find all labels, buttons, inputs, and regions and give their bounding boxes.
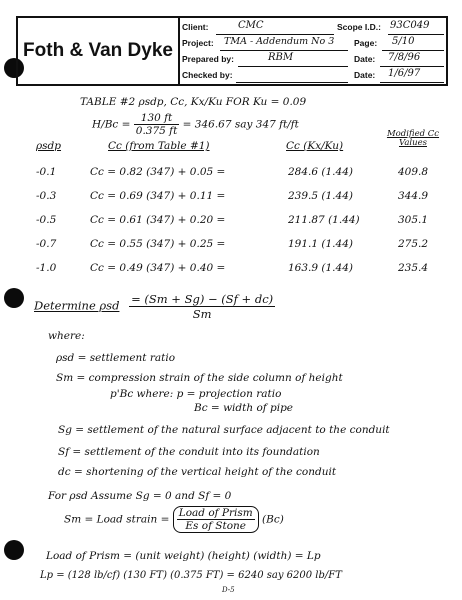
rsdp-cell: -0.3	[36, 190, 57, 202]
client-value: CMC	[238, 20, 264, 31]
cc-equation-cell: Cc = 0.55 (347) + 0.25 =	[90, 238, 226, 250]
determine-denominator: Sm	[192, 307, 212, 321]
table-row	[36, 262, 446, 280]
page-value: 5/10	[392, 36, 415, 47]
strain-denominator: Es of Stone	[185, 520, 247, 532]
rsdp-cell: -0.1	[36, 166, 57, 178]
cckx-cell: 163.9 (1.44)	[288, 262, 353, 274]
binder-hole-middle	[4, 288, 24, 308]
project-line	[220, 38, 348, 51]
scope-line	[388, 22, 444, 35]
modified-value-cell: 409.8	[398, 166, 429, 178]
client-line	[216, 22, 334, 35]
table-row	[36, 214, 446, 232]
strain-lhs: Sm = Load strain =	[64, 513, 170, 526]
strain-paren	[173, 506, 259, 533]
def-sm-line2: p'Bc where: p = projection ratio	[110, 388, 282, 400]
modified-value-cell: 275.2	[398, 238, 429, 250]
prepared-value: RBM	[268, 52, 294, 63]
cc-equation-cell: Cc = 0.61 (347) + 0.20 =	[90, 214, 226, 226]
checked-line	[236, 70, 348, 83]
table-row	[36, 190, 446, 208]
table-title: TABLE #2 ρsdp, Cc, Kx/Ku FOR Ku = 0.09	[80, 96, 307, 108]
client-row	[182, 22, 442, 36]
rsdp-cell: -0.5	[36, 214, 57, 226]
checked-label: Checked by:	[182, 70, 233, 80]
header-fields	[182, 20, 442, 82]
rsdp-cell: -1.0	[36, 262, 57, 274]
modified-value-cell: 305.1	[398, 214, 429, 226]
strain-rhs: (Bc)	[262, 513, 284, 526]
strain-numerator: Load of Prism	[178, 507, 253, 519]
cc-equation-cell: Cc = 0.82 (347) + 0.05 =	[90, 166, 226, 178]
determine-fraction	[129, 292, 275, 321]
table-row	[36, 166, 446, 184]
header-cc: Cc (from Table #1)	[108, 140, 210, 152]
project-value: TMA - Addendum No 3	[224, 36, 335, 47]
hbc-equation	[92, 112, 299, 137]
checked-row	[182, 70, 442, 84]
scope-value: 93C049	[390, 20, 430, 31]
def-rsd: ρsd = settlement ratio	[56, 352, 176, 364]
table-row	[36, 238, 446, 256]
header-rsdp: ρsdp	[36, 140, 62, 152]
cc-equation-cell: Cc = 0.49 (347) + 0.40 =	[90, 262, 226, 274]
cckx-cell: 284.6 (1.44)	[288, 166, 353, 178]
hbc-fraction	[134, 112, 180, 137]
project-row	[182, 38, 442, 52]
project-label: Project:	[182, 38, 214, 48]
header-box	[16, 16, 448, 86]
prepared-label: Prepared by:	[182, 54, 234, 64]
def-sm-line3: Bc = width of pipe	[194, 402, 294, 414]
def-sf: Sf = settlement of the conduit into its foundation	[58, 446, 320, 458]
rsdp-cell: -0.7	[36, 238, 57, 250]
assume-line: For ρsd Assume Sg = 0 and Sf = 0	[48, 490, 232, 502]
cckx-cell: 191.1 (1.44)	[288, 238, 353, 250]
hbc-lhs: H/Bc =	[92, 118, 131, 131]
def-sm-line1: Sm = compression strain of the side column of height	[56, 372, 343, 384]
client-label: Client:	[182, 22, 209, 32]
load-of-prism: Load of Prism = (unit weight) (height) (width) = Lp	[46, 550, 321, 562]
prepared-row	[182, 54, 442, 68]
hbc-numerator: 130 ft	[134, 112, 180, 125]
scope-label: Scope I.D.:	[337, 22, 381, 32]
date1-value: 7/8/96	[388, 52, 421, 63]
binder-hole-bottom	[4, 540, 24, 560]
determine-equation	[34, 292, 275, 321]
date2-label: Date:	[354, 70, 376, 80]
modified-value-cell: 235.4	[398, 262, 429, 274]
hbc-denominator: 0.375 ft	[135, 125, 178, 137]
strain-fraction	[177, 507, 255, 532]
date1-line	[380, 54, 444, 67]
lp-calculation: Lp = (128 lb/cf) (130 FT) (0.375 FT) = 6240 say 6200 lb/FT	[40, 570, 342, 581]
def-dc: dc = shortening of the vertical height of the conduit	[58, 466, 337, 478]
date2-value: 1/6/97	[388, 68, 421, 79]
prepared-line	[238, 54, 348, 67]
company-name: Foth & Van Dyke	[18, 18, 180, 84]
header-modified: Modified Cc Values	[386, 129, 440, 148]
strain-equation	[64, 506, 284, 533]
header-cckx: Cc (Kx/Ku)	[286, 140, 344, 152]
cc-equation-cell: Cc = 0.69 (347) + 0.11 =	[90, 190, 226, 202]
hbc-rhs: = 346.67 say 347 ft/ft	[182, 118, 299, 131]
date2-line	[380, 70, 444, 83]
determine-label: Determine ρsd	[34, 298, 120, 313]
where-label: where:	[48, 330, 85, 342]
page-footer: D-5	[222, 586, 235, 594]
page-line	[382, 38, 444, 51]
date1-label: Date:	[354, 54, 376, 64]
cckx-cell: 239.5 (1.44)	[288, 190, 353, 202]
page-label: Page:	[354, 38, 378, 48]
cckx-cell: 211.87 (1.44)	[288, 214, 360, 226]
modified-value-cell: 344.9	[398, 190, 429, 202]
determine-numerator: = (Sm + Sg) − (Sf + dc)	[131, 292, 274, 306]
def-sg: Sg = settlement of the natural surface adjacent to the conduit	[58, 424, 390, 436]
